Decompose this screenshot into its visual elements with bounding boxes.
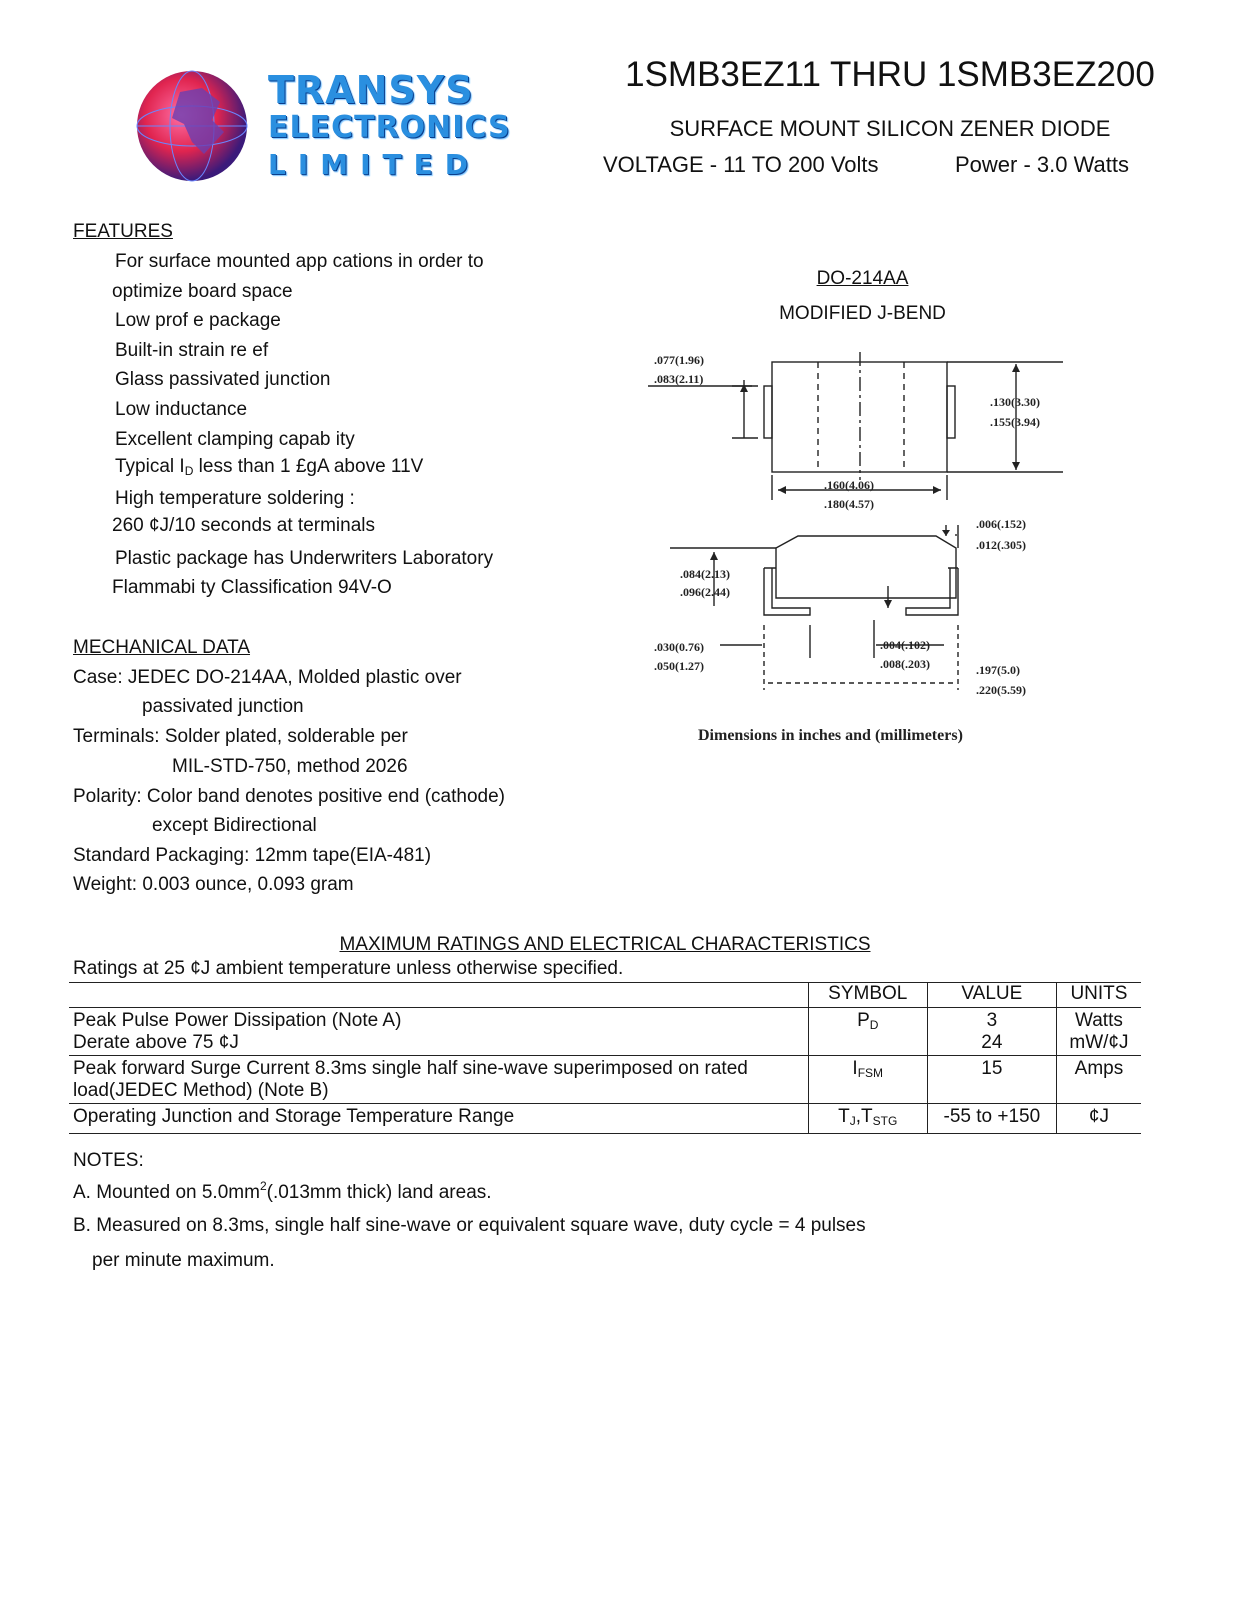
feature-line: 260 ¢J/10 seconds at terminals xyxy=(112,515,375,536)
unit-line: Watts xyxy=(1075,1010,1123,1031)
symbol-subscript: J xyxy=(849,1114,856,1128)
row-symbol xyxy=(808,1008,927,1056)
unit-line: mW/¢J xyxy=(1069,1032,1129,1053)
row-value: -55 to +150 xyxy=(927,1104,1056,1134)
ratings-title: MAXIMUM RATINGS AND ELECTRICAL CHARACTERISTICS xyxy=(339,934,871,955)
row-parameter: Operating Junction and Storage Temperature Range xyxy=(69,1104,808,1134)
header-value: VALUE xyxy=(927,983,1056,1008)
power-rating: Power - 3.0 Watts xyxy=(955,152,1130,177)
note-text: (.013mm thick) land areas. xyxy=(266,1182,492,1203)
symbol-main: T xyxy=(838,1106,850,1127)
table-row xyxy=(69,1008,1141,1056)
document-title: 1SMB3EZ11 THRU 1SMB3EZ200 xyxy=(625,55,1155,94)
dimension-label: .008(.203) xyxy=(880,657,930,671)
feature-text: Typical I xyxy=(115,456,185,477)
dimension-label: .030(0.76) xyxy=(654,640,704,654)
mechanical-line: Polarity: Color band denotes positive end (cathode) xyxy=(73,786,505,807)
features-heading: FEATURES xyxy=(73,221,173,242)
company-logo xyxy=(132,62,511,190)
mechanical-line: MIL-STD-750, method 2026 xyxy=(172,756,408,777)
dimension-label: .197(5.0) xyxy=(976,663,1020,677)
mechanical-line: except Bidirectional xyxy=(152,815,317,836)
note-text: A. Mounted on 5.0mm xyxy=(73,1182,260,1203)
dimension-label: .006(.152) xyxy=(976,517,1026,531)
document-subtitle: SURFACE MOUNT SILICON ZENER DIODE xyxy=(669,116,1111,141)
dimension-label: .160(4.06) xyxy=(824,478,874,492)
header-parameter xyxy=(69,983,808,1008)
dimension-caption: Dimensions in inches and (millimeters) xyxy=(698,727,963,744)
ratings-note: Ratings at 25 ¢J ambient temperature unless otherwise specified. xyxy=(73,958,624,979)
table-row xyxy=(69,1056,1141,1104)
feature-line: Excellent clamping capab ity xyxy=(115,429,355,450)
dimension-label: .083(2.11) xyxy=(654,372,704,386)
feature-line: optimize board space xyxy=(112,281,293,302)
table-header-row xyxy=(69,983,1141,1008)
parameter-line: load(JEDEC Method) (Note B) xyxy=(73,1080,329,1101)
row-units: ¢J xyxy=(1056,1104,1141,1134)
dimension-label: .130(3.30) xyxy=(990,395,1040,409)
value-line: 3 xyxy=(986,1010,998,1031)
dimension-label: .084(2.13) xyxy=(680,567,730,581)
symbol-main: I xyxy=(852,1058,858,1079)
row-parameter xyxy=(69,1008,808,1056)
feature-line-typical-id xyxy=(115,456,423,482)
dimension-label: .004(.102) xyxy=(880,638,930,652)
mechanical-line: Terminals: Solder plated, solderable per xyxy=(73,726,408,747)
dimension-label: .180(4.57) xyxy=(824,497,874,511)
row-value: 15 xyxy=(927,1056,1056,1104)
notes-heading: NOTES: xyxy=(73,1150,144,1171)
note-a xyxy=(73,1179,492,1204)
mechanical-line: passivated junction xyxy=(142,696,304,717)
value-line: 24 xyxy=(981,1032,1003,1053)
row-units xyxy=(1056,1008,1141,1056)
header-symbol: SYMBOL xyxy=(808,983,927,1008)
feature-text: less than 1 £gA above 11V xyxy=(198,456,424,477)
parameter-line: Derate above 75 ¢J xyxy=(73,1032,239,1053)
dimension-label: .012(.305) xyxy=(976,538,1026,552)
note-superscript: 2 xyxy=(259,1179,267,1193)
symbol-subscript: D xyxy=(869,1018,879,1032)
row-value xyxy=(927,1008,1056,1056)
feature-line: Built-in strain re ef xyxy=(115,340,269,361)
feature-line: For surface mounted app cations in order to xyxy=(115,251,484,272)
feature-line: Low prof e package xyxy=(115,310,281,331)
voltage-range: VOLTAGE - 11 TO 200 Volts xyxy=(603,152,879,177)
note-b: B. Measured on 8.3ms, single half sine-wave or equivalent square wave, duty cycle = 4 pulses xyxy=(73,1215,866,1236)
logo-text-limited: LIMITED xyxy=(268,148,481,181)
globe-icon xyxy=(132,62,262,190)
dimension-label: .220(5.59) xyxy=(976,683,1026,697)
package-type: MODIFIED J-BEND xyxy=(779,303,946,324)
package-dimension-drawing xyxy=(648,340,1078,750)
feature-line: Glass passivated junction xyxy=(115,369,331,390)
dimension-label: .096(2.44) xyxy=(680,585,730,599)
dimension-label: .155(3.94) xyxy=(990,415,1040,429)
symbol-separator: ,T xyxy=(855,1106,873,1127)
symbol-main: P xyxy=(857,1010,870,1031)
header-units: UNITS xyxy=(1056,983,1141,1008)
symbol-subscript: FSM xyxy=(857,1066,884,1080)
row-parameter xyxy=(69,1056,808,1104)
package-name: DO-214AA xyxy=(816,268,909,289)
ratings-table xyxy=(69,982,1141,1134)
mechanical-line: Case: JEDEC DO-214AA, Molded plastic over xyxy=(73,667,462,688)
dimension-label: .050(1.27) xyxy=(654,659,704,673)
mechanical-heading: MECHANICAL DATA xyxy=(73,637,251,658)
feature-line: Flammabi ty Classification 94V-O xyxy=(112,577,392,598)
feature-line: High temperature soldering : xyxy=(115,488,355,509)
table-row xyxy=(69,1104,1141,1134)
parameter-line: Peak Pulse Power Dissipation (Note A) xyxy=(73,1010,402,1031)
mechanical-line: Weight: 0.003 ounce, 0.093 gram xyxy=(73,874,354,895)
row-units: Amps xyxy=(1056,1056,1141,1104)
note-b-continued: per minute maximum. xyxy=(92,1250,275,1271)
mechanical-line: Standard Packaging: 12mm tape(EIA-481) xyxy=(73,845,432,866)
feature-line: Plastic package has Underwriters Laboratory xyxy=(115,548,494,569)
feature-subscript: D xyxy=(184,464,194,478)
row-symbol xyxy=(808,1056,927,1104)
row-symbol xyxy=(808,1104,927,1134)
logo-text-transys: TRANSYS xyxy=(268,68,474,112)
feature-line: Low inductance xyxy=(115,399,248,420)
parameter-line: Peak forward Surge Current 8.3ms single half sine-wave superimposed on rated xyxy=(73,1058,748,1079)
dimension-label: .077(1.96) xyxy=(654,353,704,367)
symbol-subscript: STG xyxy=(872,1114,898,1128)
logo-text-electronics: ELECTRONICS xyxy=(268,110,511,145)
